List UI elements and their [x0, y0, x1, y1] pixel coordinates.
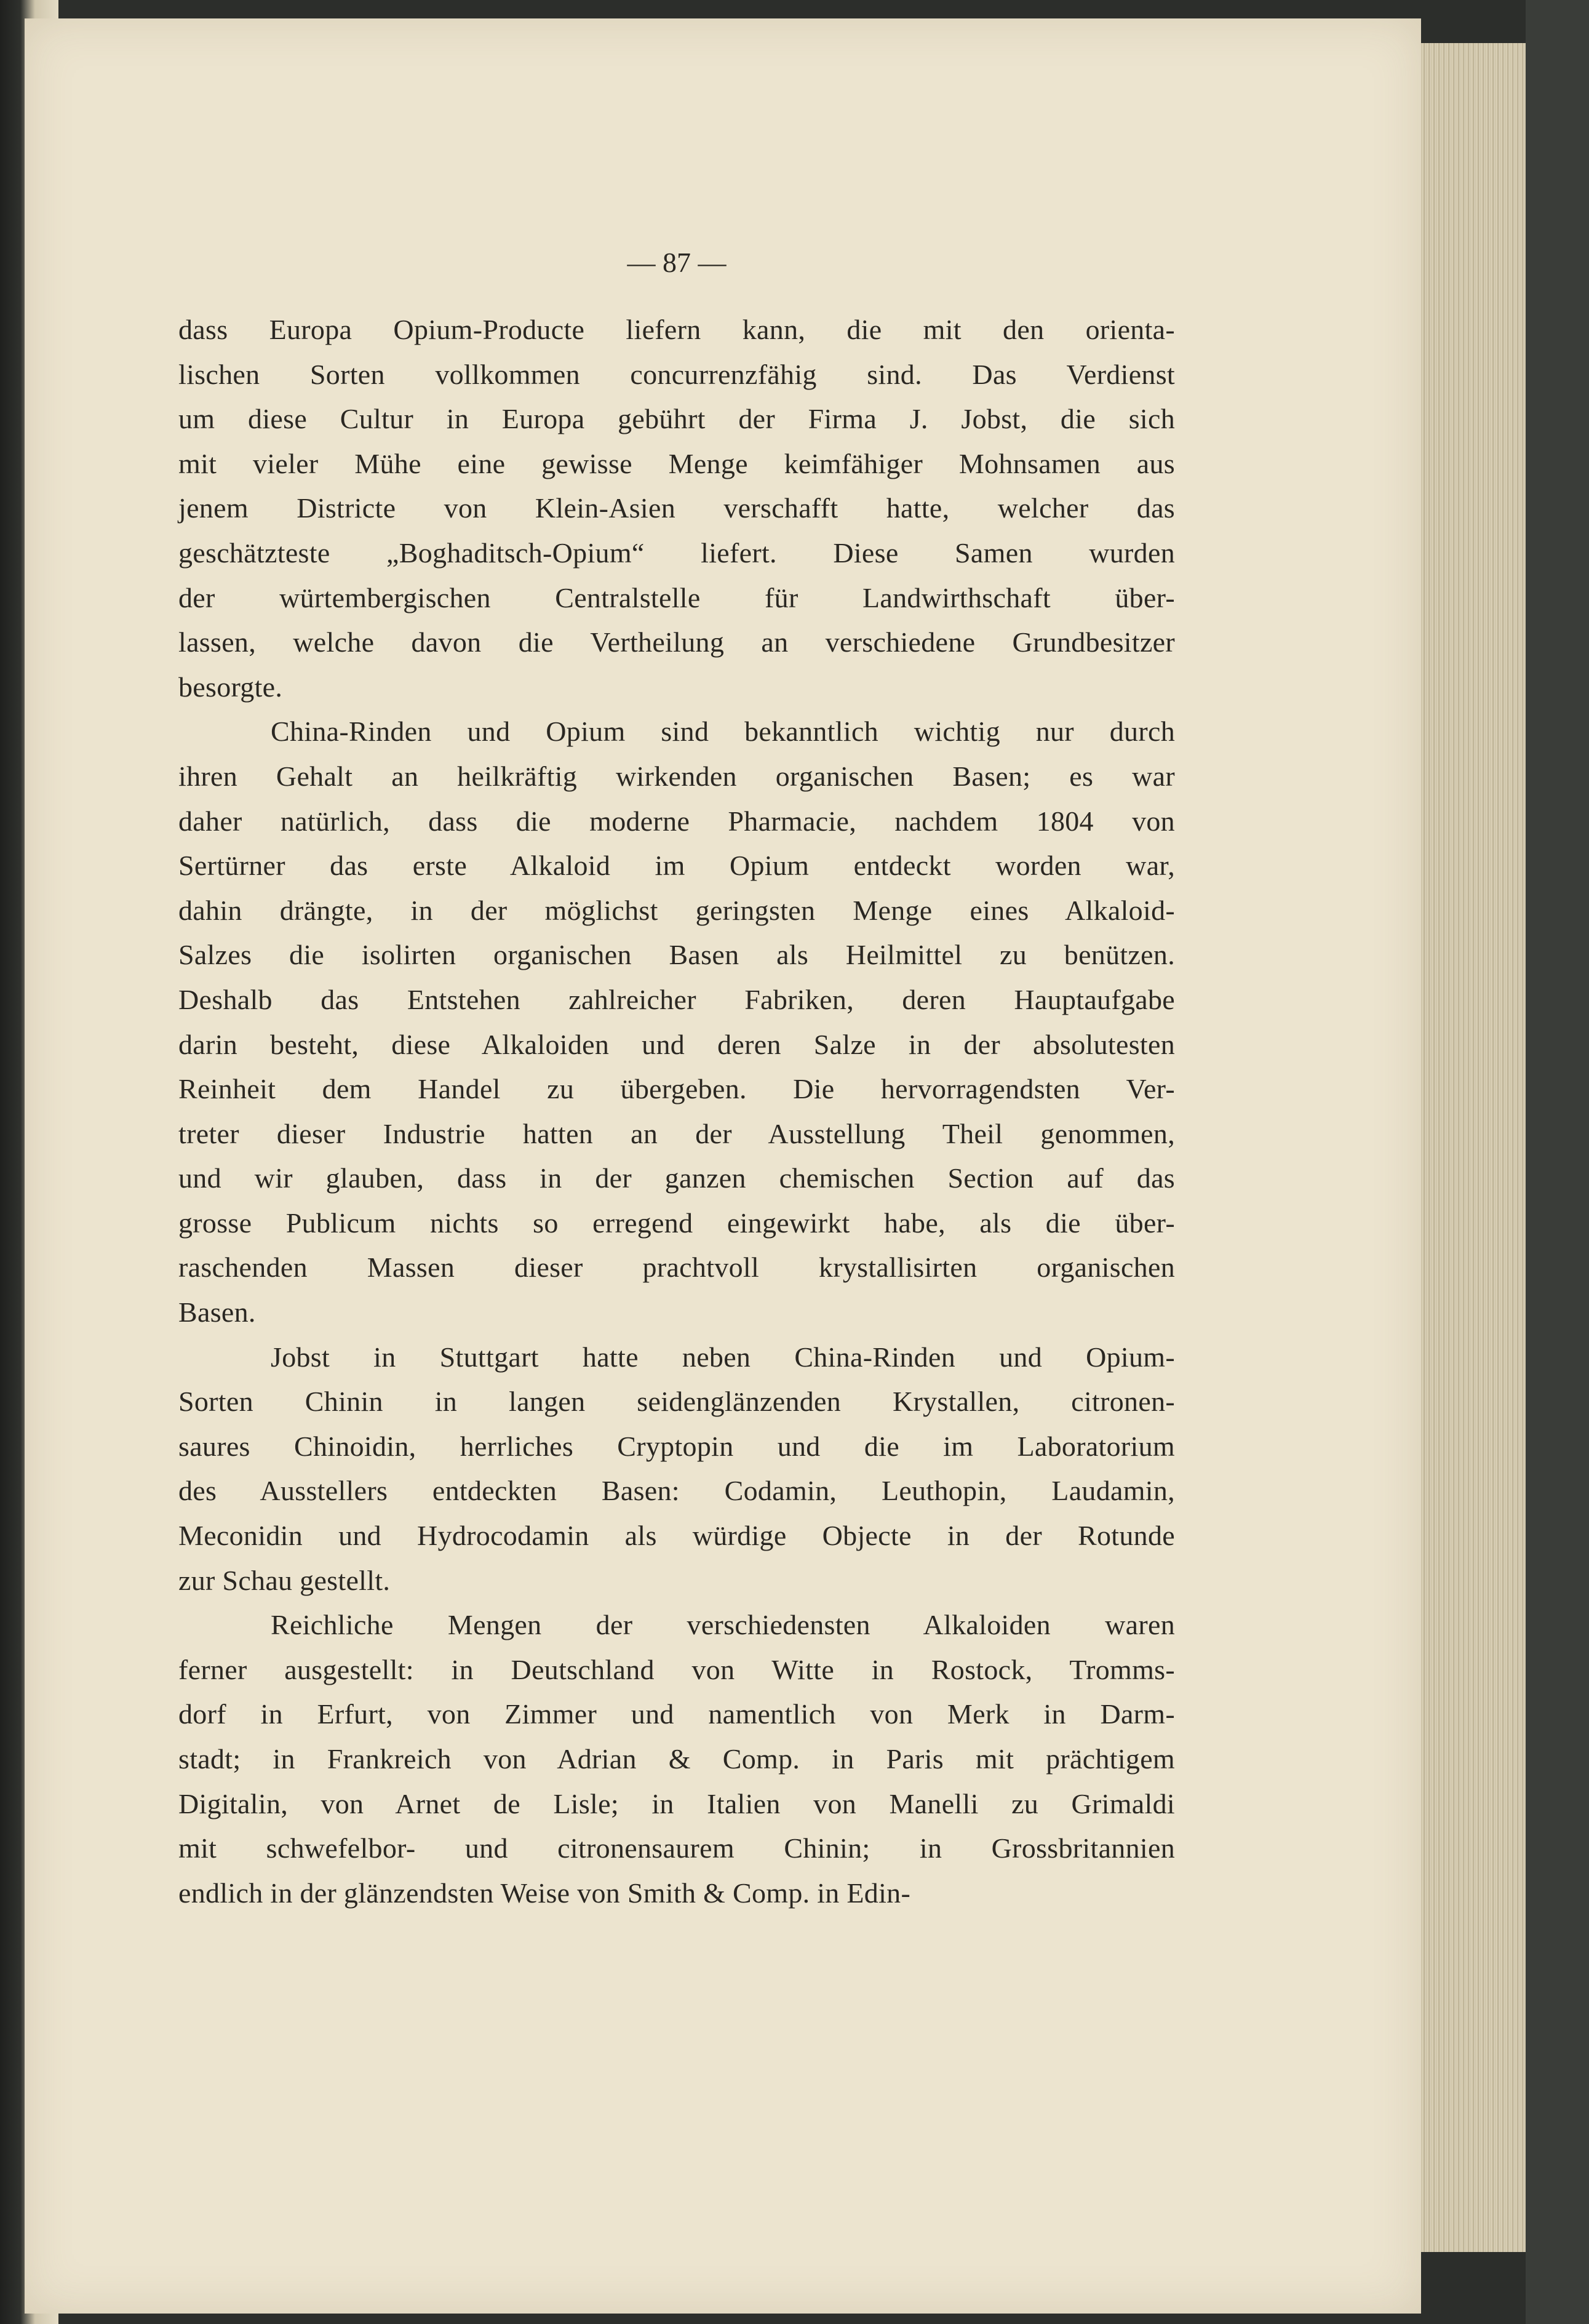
text-line: grosse Publicum nichts so erregend eingewirkt habe, als die über- — [178, 1207, 1175, 1239]
text-line: um diese Cultur in Europa gebührt der Firma J. Jobst, die sich — [178, 403, 1175, 435]
text-line: Reichliche Mengen der verschiedensten Alkaloiden waren — [271, 1609, 1175, 1641]
text-line: Salzes die isolirten organischen Basen als Heilmittel zu benützen. — [178, 939, 1175, 971]
book-cover-edge — [1526, 0, 1589, 2324]
text-line: Jobst in Stuttgart hatte neben China-Rinden und Opium- — [271, 1341, 1175, 1373]
text-line: lischen Sorten vollkommen concurrenzfähig sind. Das Verdienst — [178, 358, 1175, 390]
text-line: der würtembergischen Centralstelle für Landwirthschaft über- — [178, 581, 1175, 613]
text-line: stadt; in Frankreich von Adrian & Comp. in Paris mit prächtigem — [178, 1743, 1175, 1775]
text-line: endlich in der glänzendsten Weise von Smith & Comp. in Edin- — [178, 1877, 911, 1909]
text-line: raschenden Massen dieser prachtvoll krystallisirten organischen — [178, 1252, 1175, 1284]
text-line: besorgte. — [178, 671, 283, 703]
text-line: Deshalb das Entstehen zahlreicher Fabriken, deren Hauptaufgabe — [178, 983, 1175, 1015]
text-line: treter dieser Industrie hatten an der Ausstellung Theil genommen, — [178, 1117, 1175, 1149]
text-line: saures Chinoidin, herrliches Cryptopin und die im Laboratorium — [178, 1430, 1175, 1462]
text-line: geschätzteste „Boghaditsch-Opium“ liefert. Diese Samen wurden — [178, 537, 1175, 569]
page-edges — [1421, 43, 1526, 2252]
paragraph — [178, 308, 1175, 709]
text-line: Meconidin und Hydrocodamin als würdige Objecte in der Rotunde — [178, 1520, 1175, 1552]
text-line: des Ausstellers entdeckten Basen: Codamin, Leuthopin, Laudamin, — [178, 1475, 1175, 1507]
paragraph — [178, 1335, 1175, 1603]
text-line: zur Schau gestellt. — [178, 1564, 391, 1596]
text-line: dass Europa Opium-Producte liefern kann, die mit den orienta- — [178, 314, 1175, 345]
text-line: China-Rinden und Opium sind bekanntlich wichtig nur durch — [271, 716, 1175, 748]
page-number: — 87 — — [627, 247, 727, 278]
paragraph — [178, 1603, 1175, 1915]
text-line: darin besteht, diese Alkaloiden und deren Salze in der absolutesten — [178, 1028, 1175, 1060]
text-line: Basen. — [178, 1296, 256, 1328]
text-line: Sertürner das erste Alkaloid im Opium entdeckt worden war, — [178, 850, 1175, 882]
text-line: Digitalin, von Arnet de Lisle; in Italien von Manelli zu Grimaldi — [178, 1787, 1175, 1819]
text-line: Sorten Chinin in langen seidenglänzenden Krystallen, citronen- — [178, 1386, 1175, 1418]
text-line: lassen, welche davon die Vertheilung an verschiedene Grundbesitzer — [178, 626, 1175, 658]
text-line: dorf in Erfurt, von Zimmer und namentlich von Merk in Darm- — [178, 1698, 1175, 1730]
text-line: mit vieler Mühe eine gewisse Menge keimfähiger Mohnsamen aus — [178, 447, 1175, 479]
text-line: daher natürlich, dass die moderne Pharmacie, nachdem 1804 von — [178, 805, 1175, 837]
text-line: und wir glauben, dass in der ganzen chemischen Section auf das — [178, 1162, 1175, 1194]
text-line: jenem Districte von Klein-Asien verschafft hatte, welcher das — [178, 492, 1175, 524]
text-line: ferner ausgestellt: in Deutschland von Witte in Rostock, Tromms- — [178, 1653, 1175, 1685]
text-line: dahin drängte, in der möglichst geringsten Menge eines Alkaloid- — [178, 894, 1175, 926]
body-text — [178, 308, 1175, 1915]
paragraph — [178, 709, 1175, 1335]
text-line: Reinheit dem Handel zu übergeben. Die hervorragendsten Ver- — [178, 1073, 1175, 1105]
text-line: mit schwefelbor- und citronensaurem Chinin; in Grossbritannien — [178, 1832, 1175, 1864]
text-line: ihren Gehalt an heilkräftig wirkenden organischen Basen; es war — [178, 760, 1175, 792]
